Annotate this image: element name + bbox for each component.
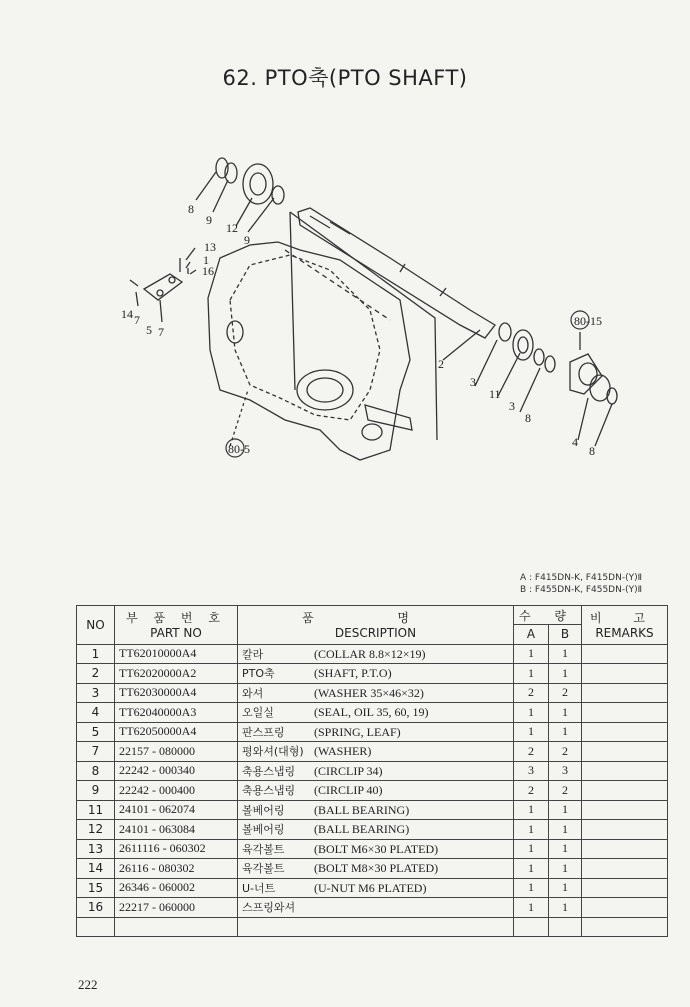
- table-row: [77, 859, 668, 879]
- header-no: NO: [77, 606, 115, 645]
- row-qty-a: 1: [514, 703, 549, 723]
- callout-7-left: 7: [134, 313, 140, 327]
- row-qty-a: 1: [514, 820, 549, 840]
- row-description: [238, 664, 514, 684]
- callout-9-mid: 9: [244, 233, 250, 247]
- page-title: 62. PTO축(PTO SHAFT): [222, 66, 468, 90]
- row-remarks: [582, 781, 668, 801]
- row-no: 13: [77, 839, 115, 859]
- header-part-en: PART NO: [150, 626, 202, 641]
- header-part-no: [115, 606, 238, 645]
- row-part-no: TT62020000A2: [115, 664, 238, 684]
- row-qty-a: 2: [514, 683, 549, 703]
- callout-9-top: 9: [206, 213, 212, 227]
- row-name-en: (BOLT M8×30 PLATED): [314, 861, 439, 876]
- model-legend: [520, 572, 642, 596]
- table-row: [77, 742, 668, 762]
- row-no: 5: [77, 722, 115, 742]
- row-no: 16: [77, 898, 115, 918]
- row-name-kr: 스프링와셔: [242, 901, 296, 915]
- header-remarks-kr: 비 고: [590, 611, 659, 626]
- row-qty-a: 1: [514, 800, 549, 820]
- row-qty-a: 2: [514, 781, 549, 801]
- row-qty-b: 1: [549, 839, 582, 859]
- table-row: [77, 664, 668, 684]
- row-name-kr: 육각볼트: [242, 842, 285, 856]
- table-row: [77, 644, 668, 664]
- callout-7-right: 7: [158, 325, 164, 339]
- row-remarks: [582, 703, 668, 723]
- row-description: [238, 781, 514, 801]
- table-row: [77, 800, 668, 820]
- callout-3-a: 3: [470, 375, 476, 389]
- row-part-no: 26346 - 060002: [115, 878, 238, 898]
- legend-b: B : F455DN-K, F455DN-(Y)Ⅱ: [520, 585, 643, 595]
- row-qty-a: [514, 917, 549, 937]
- row-part-no: 22242 - 000340: [115, 761, 238, 781]
- row-no: 9: [77, 781, 115, 801]
- callout-5: 5: [146, 323, 152, 337]
- table-row: [77, 878, 668, 898]
- callout-1: 1: [203, 253, 209, 267]
- row-qty-b: 1: [549, 820, 582, 840]
- row-no: 15: [77, 878, 115, 898]
- callout-80-5: 80-5: [228, 442, 250, 456]
- row-no: 11: [77, 800, 115, 820]
- callout-4: 4: [572, 435, 578, 449]
- row-no: 4: [77, 703, 115, 723]
- row-qty-b: 3: [549, 761, 582, 781]
- row-qty-b: 1: [549, 664, 582, 684]
- table-row: [77, 703, 668, 723]
- header-part-kr: 부 품 번 호: [126, 611, 226, 626]
- row-description: [238, 839, 514, 859]
- row-part-no: 24101 - 062074: [115, 800, 238, 820]
- row-qty-a: 1: [514, 878, 549, 898]
- row-remarks: [582, 722, 668, 742]
- row-name-en: (CIRCLIP 34): [314, 763, 383, 778]
- row-part-no: 22157 - 080000: [115, 742, 238, 762]
- row-name-kr: 칼라: [242, 647, 264, 661]
- row-name-en: (BALL BEARING): [314, 802, 410, 817]
- header-remarks-en: REMARKS: [595, 626, 654, 641]
- row-name-kr: PTO축: [242, 667, 275, 681]
- row-part-no: 22217 - 060000: [115, 898, 238, 918]
- row-qty-a: 1: [514, 664, 549, 684]
- row-description: [238, 742, 514, 762]
- row-name-kr: 오일실: [242, 706, 274, 720]
- row-name-en: (U-NUT M6 PLATED): [314, 880, 427, 895]
- row-remarks: [582, 917, 668, 937]
- callout-16: 16: [202, 264, 214, 278]
- row-qty-a: 1: [514, 644, 549, 664]
- row-description: [238, 703, 514, 723]
- callout-14: 14: [121, 307, 133, 321]
- row-remarks: [582, 820, 668, 840]
- row-name-en: (SHAFT, P.T.O): [314, 666, 392, 681]
- row-qty-b: 1: [549, 722, 582, 742]
- row-qty-a: 1: [514, 859, 549, 879]
- row-qty-b: 2: [549, 781, 582, 801]
- header-remarks: [582, 606, 668, 645]
- row-part-no: 24101 - 063084: [115, 820, 238, 840]
- callout-8-mid: 8: [525, 411, 531, 425]
- callout-13: 13: [204, 240, 216, 254]
- row-remarks: [582, 761, 668, 781]
- row-description: [238, 898, 514, 918]
- row-name-en: (SEAL, OIL 35, 60, 19): [314, 705, 429, 720]
- row-no: 14: [77, 859, 115, 879]
- callout-8-bottom: 8: [589, 444, 595, 458]
- legend-a: A : F415DN-K, F415DN-(Y)Ⅱ: [520, 573, 643, 583]
- row-description: [238, 761, 514, 781]
- row-qty-a: 1: [514, 898, 549, 918]
- row-name-en: (WASHER): [314, 744, 372, 759]
- row-description: [238, 917, 514, 937]
- row-part-no: TT62010000A4: [115, 644, 238, 664]
- row-name-en: (CIRCLIP 40): [314, 783, 383, 798]
- table-row: [77, 839, 668, 859]
- row-part-no: 2611116 - 060302: [115, 839, 238, 859]
- callout-8-top: 8: [188, 202, 194, 216]
- pto-shaft: [298, 208, 495, 338]
- row-qty-b: 1: [549, 898, 582, 918]
- row-no: 1: [77, 644, 115, 664]
- row-name-kr: 평와셔(대형): [242, 745, 304, 759]
- row-qty-a: 1: [514, 722, 549, 742]
- row-remarks: [582, 859, 668, 879]
- row-description: [238, 800, 514, 820]
- row-qty-b: 1: [549, 878, 582, 898]
- table-row: [77, 761, 668, 781]
- row-name-kr: 판스프링: [242, 725, 285, 739]
- row-name-kr: 와셔: [242, 686, 264, 700]
- row-qty-b: 2: [549, 683, 582, 703]
- row-qty-b: 1: [549, 644, 582, 664]
- row-remarks: [582, 839, 668, 859]
- row-part-no: 22242 - 000400: [115, 781, 238, 801]
- row-name-en: (WASHER 35×46×32): [314, 685, 424, 700]
- row-name-kr: 축용스냅링: [242, 784, 296, 798]
- row-qty-b: 1: [549, 800, 582, 820]
- header-qty: 수 량: [514, 606, 582, 625]
- row-part-no: 26116 - 080302: [115, 859, 238, 879]
- row-qty-a: 3: [514, 761, 549, 781]
- row-remarks: [582, 800, 668, 820]
- header-a: A: [514, 625, 549, 645]
- row-name-en: (SPRING, LEAF): [314, 724, 401, 739]
- row-name-en: (BALL BEARING): [314, 822, 410, 837]
- table-row: [77, 820, 668, 840]
- row-no: [77, 917, 115, 937]
- row-no: 12: [77, 820, 115, 840]
- row-qty-b: [549, 917, 582, 937]
- row-no: 7: [77, 742, 115, 762]
- row-qty-a: 1: [514, 839, 549, 859]
- table-row: [77, 781, 668, 801]
- row-description: [238, 820, 514, 840]
- header-desc-en: DESCRIPTION: [334, 626, 417, 641]
- row-description: [238, 722, 514, 742]
- table-row: [77, 722, 668, 742]
- row-description: [238, 878, 514, 898]
- row-no: 8: [77, 761, 115, 781]
- row-description: [238, 859, 514, 879]
- row-remarks: [582, 878, 668, 898]
- row-part-no: TT62050000A4: [115, 722, 238, 742]
- row-name-kr: 축용스냅링: [242, 764, 296, 778]
- row-name-en: (BOLT M6×30 PLATED): [314, 841, 439, 856]
- row-remarks: [582, 898, 668, 918]
- exploded-parts-diagram: [100, 150, 640, 470]
- row-description: [238, 644, 514, 664]
- callout-3-b: 3: [509, 399, 515, 413]
- header-description: [238, 606, 514, 645]
- row-qty-a: 2: [514, 742, 549, 762]
- table-row: [77, 898, 668, 918]
- row-part-no: [115, 917, 238, 937]
- callout-12: 12: [226, 221, 238, 235]
- row-remarks: [582, 644, 668, 664]
- row-name-kr: 볼베어링: [242, 823, 285, 837]
- header-b: B: [549, 625, 582, 645]
- row-part-no: TT62040000A3: [115, 703, 238, 723]
- row-name-kr: U-너트: [242, 881, 276, 895]
- row-part-no: TT62030000A4: [115, 683, 238, 703]
- row-name-en: (COLLAR 8.8×12×19): [314, 646, 426, 661]
- row-no: 2: [77, 664, 115, 684]
- header-desc-kr: 품 명: [302, 611, 449, 626]
- row-no: 3: [77, 683, 115, 703]
- row-remarks: [582, 742, 668, 762]
- table-row: [77, 683, 668, 703]
- page-number: 222: [78, 977, 98, 992]
- row-remarks: [582, 664, 668, 684]
- row-qty-b: 1: [549, 703, 582, 723]
- callout-80-15: 80-15: [574, 314, 602, 328]
- row-name-kr: 볼베어링: [242, 803, 285, 817]
- row-description: [238, 683, 514, 703]
- parts-table: [76, 605, 668, 937]
- row-name-kr: 육각볼트: [242, 862, 285, 876]
- row-remarks: [582, 683, 668, 703]
- callout-11: 11: [489, 387, 501, 401]
- table-row: [77, 917, 668, 937]
- row-qty-b: 1: [549, 859, 582, 879]
- row-qty-b: 2: [549, 742, 582, 762]
- callout-2: 2: [438, 357, 444, 371]
